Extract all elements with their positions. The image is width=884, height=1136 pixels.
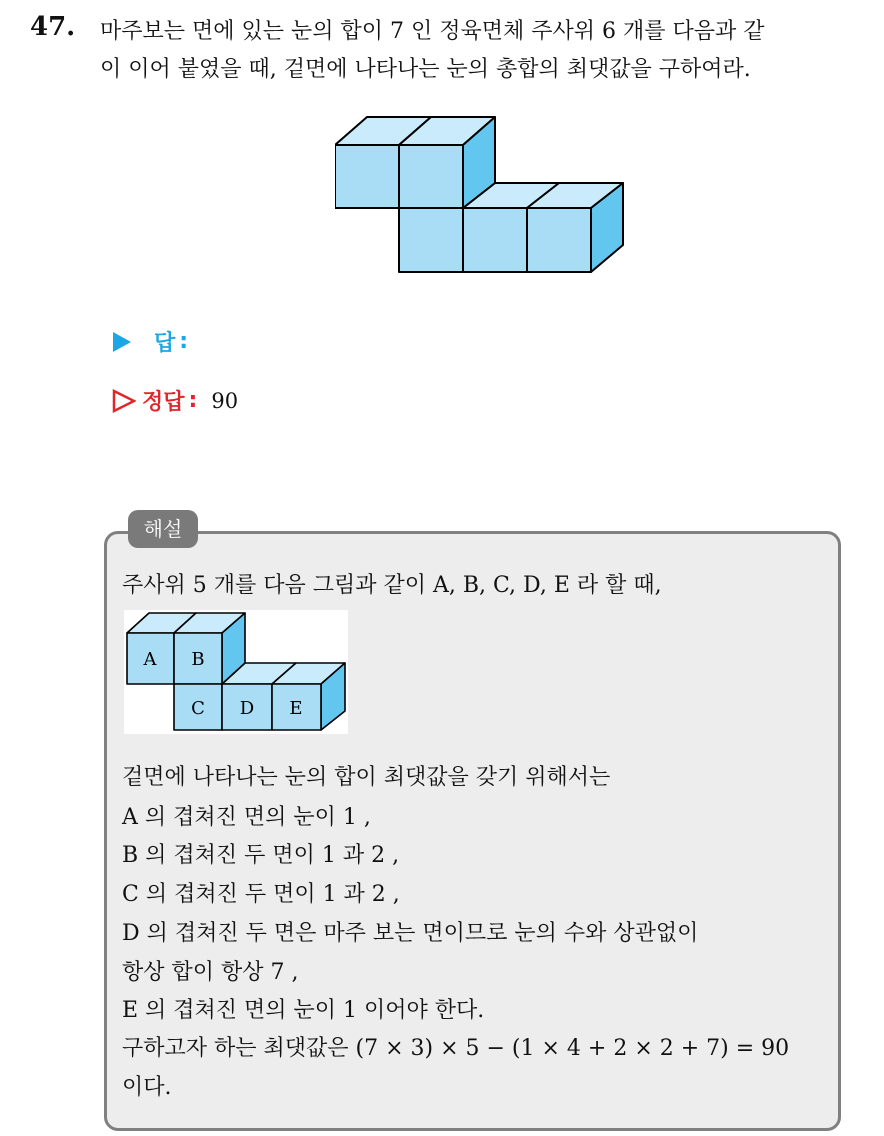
die-label-d: D — [239, 698, 255, 719]
solution-line: C 의 겹쳐진 두 면이 1 과 2 , — [122, 882, 400, 907]
question-text-line-1: 마주보는 면에 있는 눈의 합이 7 인 정육면체 주사위 6 개를 다음과 같 — [100, 19, 765, 44]
solution-line: 구하고자 하는 최댓값은 (7 × 3) × 5 − (1 × 4 + 2 × 2 + 7) = 90 — [122, 1036, 790, 1061]
solution-intro: 주사위 5 개를 다음 그림과 같이 A, B, C, D, E 라 할 때, — [122, 573, 662, 598]
die-front-face — [399, 208, 463, 272]
dice-figure — [335, 115, 630, 277]
correct-answer-label: 정답 — [142, 390, 185, 415]
correct-triangle-outline-icon — [112, 389, 136, 413]
die-label-b: B — [191, 649, 205, 670]
correct-answer-colon: : — [188, 388, 198, 413]
die-label-c: C — [191, 698, 205, 719]
solution-line: 이다. — [122, 1075, 172, 1100]
solution-line: A 의 겹쳐진 면의 눈이 1 , — [122, 805, 371, 830]
die-front-face — [527, 208, 591, 272]
answer-triangle-icon — [112, 331, 132, 353]
die-front-face — [463, 208, 527, 272]
solution-line: E 의 겹쳐진 면의 눈이 1 이어야 한다. — [122, 998, 485, 1023]
solution-line: B 의 겹쳐진 두 면이 1 과 2 , — [122, 843, 400, 868]
solution-line: D 의 겹쳐진 두 면은 마주 보는 면이므로 눈의 수와 상관없이 — [122, 921, 699, 946]
die-front-face — [399, 145, 463, 208]
question-number: 47. — [30, 12, 76, 42]
question-text-line-2: 이 이어 붙였을 때, 겉면에 나타나는 눈의 총합의 최댓값을 구하여라. — [100, 57, 751, 82]
die-front-face — [335, 145, 399, 208]
solution-line: 항상 합이 항상 7 , — [122, 960, 299, 985]
solution-tag: 해설 — [128, 510, 198, 548]
correct-answer-row — [112, 385, 238, 416]
die-label-e: E — [289, 698, 303, 719]
answer-row — [112, 326, 188, 357]
solution-line: 겉면에 나타나는 눈의 합이 최댓값을 갖기 위해서는 — [122, 765, 611, 790]
labeled-dice-figure — [124, 610, 348, 734]
answer-colon: : — [179, 329, 189, 354]
die-label-a: A — [143, 649, 157, 670]
correct-answer-value: 90 — [211, 388, 239, 413]
answer-label: 답 — [154, 331, 176, 356]
